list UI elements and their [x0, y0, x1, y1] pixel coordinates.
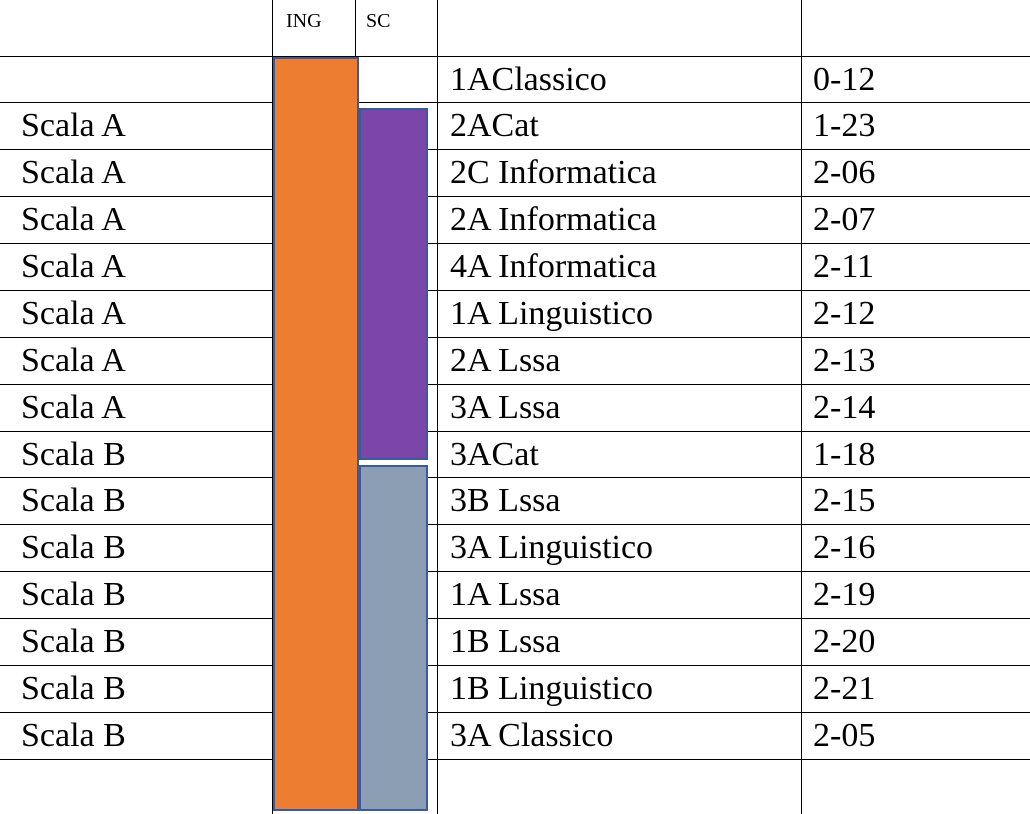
- row-divider: [0, 290, 1030, 291]
- scala-cell: Scala A: [21, 342, 126, 379]
- scala-cell: Scala B: [21, 436, 126, 473]
- class-cell: 3A Linguistico: [450, 529, 654, 566]
- class-cell: 3A Lssa: [450, 389, 561, 426]
- row-divider: [0, 618, 1030, 619]
- class-cell: 3A Classico: [450, 717, 614, 754]
- class-cell: 2ACat: [450, 107, 539, 144]
- room-cell: 2-14: [813, 389, 876, 426]
- class-cell: 4A Informatica: [450, 248, 657, 285]
- class-cell: 1B Linguistico: [450, 670, 654, 707]
- class-cell: 2C Informatica: [450, 154, 657, 191]
- row-divider: [0, 149, 1030, 150]
- ing-bar: [273, 57, 359, 811]
- scala-cell: Scala A: [21, 248, 126, 285]
- scala-cell: Scala B: [21, 529, 126, 566]
- room-cell: 2-12: [813, 295, 876, 332]
- header-sc: SC: [366, 10, 391, 32]
- row-divider: [0, 56, 1030, 57]
- row-divider: [0, 759, 1030, 760]
- room-cell: 1-23: [813, 107, 876, 144]
- scala-cell: Scala A: [21, 154, 126, 191]
- scala-cell: Scala B: [21, 576, 126, 613]
- room-cell: 2-19: [813, 576, 876, 613]
- column-divider: [355, 0, 356, 56]
- scala-cell: Scala B: [21, 623, 126, 660]
- room-cell: 2-05: [813, 717, 876, 754]
- room-cell: 2-06: [813, 154, 876, 191]
- header-ing: ING: [286, 10, 322, 32]
- sc-bar-scala-b: [359, 465, 428, 811]
- room-cell: 0-12: [813, 61, 876, 98]
- class-cell: 1A Lssa: [450, 576, 561, 613]
- class-cell: 1B Lssa: [450, 623, 561, 660]
- scala-cell: Scala B: [21, 482, 126, 519]
- row-divider: [0, 102, 1030, 103]
- column-divider: [801, 0, 802, 814]
- room-cell: 2-13: [813, 342, 876, 379]
- row-divider: [0, 196, 1030, 197]
- row-divider: [0, 524, 1030, 525]
- room-cell: 2-20: [813, 623, 876, 660]
- room-cell: 2-15: [813, 482, 876, 519]
- column-divider: [437, 0, 438, 814]
- scala-cell: Scala A: [21, 295, 126, 332]
- class-cell: 1AClassico: [450, 61, 607, 98]
- class-cell: 2A Lssa: [450, 342, 561, 379]
- class-cell: 3ACat: [450, 436, 539, 473]
- row-divider: [0, 712, 1030, 713]
- row-divider: [0, 477, 1030, 478]
- scala-cell: Scala A: [21, 389, 126, 426]
- scala-cell: Scala A: [21, 201, 126, 238]
- scala-cell: Scala B: [21, 717, 126, 754]
- scala-cell: Scala B: [21, 670, 126, 707]
- class-cell: 2A Informatica: [450, 201, 657, 238]
- class-cell: 3B Lssa: [450, 482, 561, 519]
- class-cell: 1A Linguistico: [450, 295, 654, 332]
- room-cell: 1-18: [813, 436, 876, 473]
- row-divider: [0, 337, 1030, 338]
- room-cell: 2-21: [813, 670, 876, 707]
- row-divider: [0, 665, 1030, 666]
- row-divider: [0, 431, 1030, 432]
- scala-cell: Scala A: [21, 107, 126, 144]
- room-cell: 2-07: [813, 201, 876, 238]
- row-divider: [0, 571, 1030, 572]
- row-divider: [0, 384, 1030, 385]
- room-cell: 2-11: [813, 248, 875, 285]
- row-divider: [0, 243, 1030, 244]
- room-cell: 2-16: [813, 529, 876, 566]
- sc-bar-scala-a: [359, 108, 428, 460]
